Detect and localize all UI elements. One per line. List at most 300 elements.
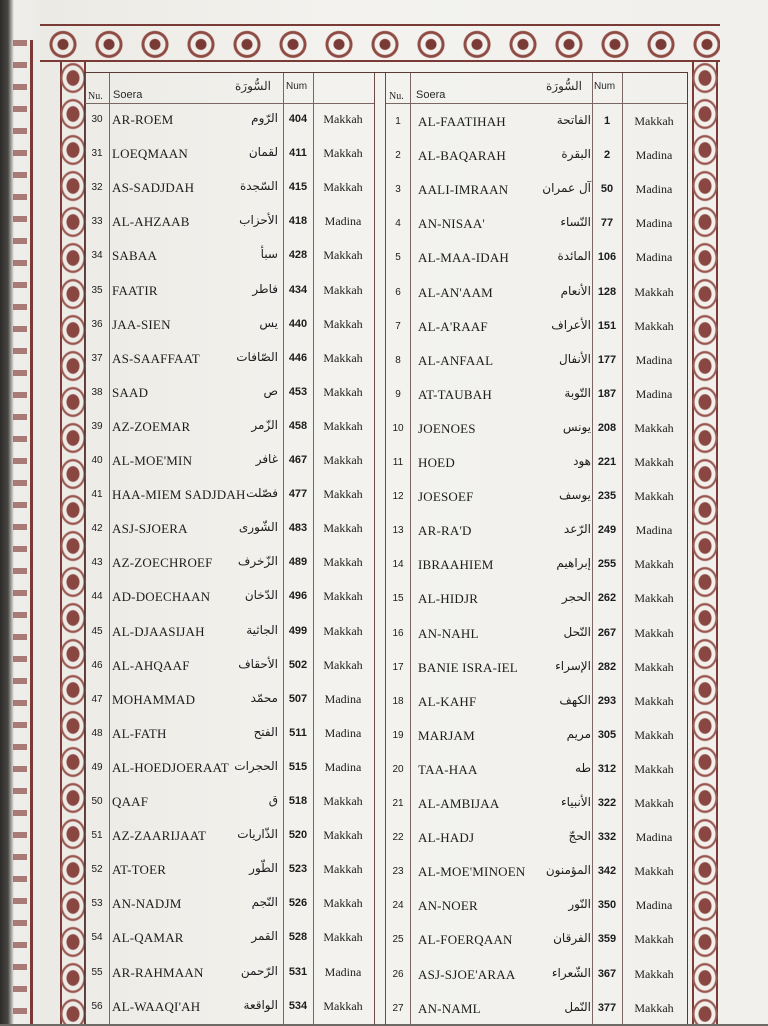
revelation-place: Madina [324, 964, 362, 979]
surah-arabic-name: لقمان [248, 145, 278, 160]
row-number: 10 [392, 422, 404, 434]
page-number: 267 [597, 626, 617, 639]
row-number: 34 [91, 250, 103, 262]
surah-name: JOESOEF [418, 489, 474, 505]
surah-arabic-name: الأحزاب [239, 213, 278, 228]
revelation-place: Makkah [323, 384, 363, 399]
row-number: 4 [395, 218, 401, 230]
revelation-place: Madina [635, 523, 673, 538]
revelation-place: Makkah [323, 794, 363, 808]
surah-arabic-name: الزّمر [251, 417, 278, 432]
table-row [386, 378, 687, 412]
page-number: 235 [597, 490, 617, 503]
page-number: 367 [597, 967, 617, 980]
page-number: 496 [288, 590, 308, 603]
row-number: 42 [91, 523, 103, 535]
surah-name: AD-DOECHAAN [112, 589, 211, 605]
surah-name: AR-ROEM [112, 112, 174, 127]
table-row [85, 956, 374, 990]
table-row [386, 446, 687, 480]
table-row [386, 719, 687, 753]
revelation-place: Makkah [323, 487, 363, 502]
revelation-place: Makkah [634, 1000, 674, 1015]
revelation-place: Madina [324, 691, 362, 706]
revelation-place: Makkah [323, 828, 363, 843]
page-number: 249 [597, 524, 617, 537]
table-row [386, 753, 687, 787]
table-row [386, 821, 687, 855]
right-column-table [385, 73, 687, 1025]
surah-arabic-name: فاطر [252, 281, 278, 296]
table-row [85, 649, 374, 683]
revelation-place: Makkah [634, 557, 674, 572]
surah-index-table [84, 72, 688, 1024]
row-number: 32 [91, 182, 103, 194]
surah-arabic-name: يونس [562, 419, 591, 434]
surah-arabic-name: المائدة [557, 249, 591, 264]
page-number: 411 [289, 147, 307, 160]
table-row [386, 139, 687, 173]
surah-name: BANIE ISRA-IEL [418, 659, 518, 675]
surah-name: FAATIR [112, 282, 158, 298]
revelation-place: Makkah [634, 114, 674, 128]
surah-arabic-name: الكهف [559, 692, 591, 707]
row-number: 9 [395, 388, 401, 400]
page-number: 359 [597, 933, 617, 946]
row-number: 22 [392, 832, 404, 844]
surah-arabic-name: آل عمران [542, 181, 591, 196]
revelation-place: Madina [635, 250, 673, 265]
revelation-place: Makkah [634, 693, 674, 708]
table-row [85, 853, 374, 887]
surah-arabic-name: النّساء [560, 215, 591, 230]
surah-name: MOHAMMAD [112, 691, 196, 707]
table-row [85, 376, 374, 410]
row-number: 21 [392, 798, 404, 809]
row-number: 31 [91, 148, 103, 160]
surah-arabic-name: النّجم [251, 895, 278, 910]
surah-name: AN-NADJM [112, 896, 182, 912]
row-number: 49 [91, 761, 103, 773]
revelation-place: Madina [324, 214, 362, 229]
page-number: 332 [597, 831, 617, 844]
page-number: 523 [288, 863, 308, 876]
surah-name: HAA-MIEM SADJDAH [112, 487, 246, 503]
surah-name: AL-WAAQI'AH [112, 998, 201, 1014]
row-number: 52 [91, 864, 103, 876]
header-arabic: السُّورَة [235, 79, 271, 93]
row-number: 6 [395, 286, 401, 298]
surah-name: AL-AHQAAF [112, 657, 190, 673]
table-row [85, 444, 374, 478]
page-number: 106 [597, 251, 617, 264]
revelation-place: Makkah [634, 659, 674, 674]
revelation-place: Makkah [323, 896, 363, 911]
surah-name: MARJAM [418, 727, 475, 743]
page-number: 526 [288, 897, 308, 910]
page-number: 446 [288, 351, 308, 364]
revelation-place: Makkah [634, 966, 674, 981]
revelation-place: Makkah [323, 930, 363, 945]
page-number: 518 [288, 795, 308, 807]
revelation-place: Makkah [323, 248, 363, 263]
table-row [386, 787, 687, 821]
page-number: 440 [288, 317, 308, 330]
surah-name: AL-FATH [112, 725, 167, 741]
table-row [85, 921, 374, 955]
revelation-place: Madina [635, 148, 673, 163]
revelation-place: Madina [635, 386, 673, 401]
table-row [85, 478, 374, 512]
table-row [85, 819, 374, 853]
surah-name: AL-KAHF [418, 693, 477, 709]
table-row [85, 308, 374, 342]
surah-arabic-name: طه [575, 760, 591, 775]
surah-name: AZ-ZOEMAR [112, 418, 191, 434]
row-number: 55 [91, 966, 103, 978]
right-ornamental-border [690, 60, 720, 1024]
surah-arabic-name: الرّحمن [240, 963, 278, 978]
table-row [85, 887, 374, 921]
surah-name: AL-QAMAR [112, 930, 184, 946]
surah-arabic-name: الأحقاف [238, 656, 278, 671]
table-row [386, 855, 687, 889]
surah-name: AL-MOE'MIN [112, 453, 193, 468]
row-number: 13 [392, 525, 404, 537]
revelation-place: Makkah [323, 180, 363, 195]
surah-name: AN-NISAA' [418, 216, 485, 232]
table-row [386, 923, 687, 957]
header-arabic: السُّورَة [546, 79, 582, 93]
page-number: 2 [603, 149, 611, 162]
page-number: 415 [288, 181, 308, 194]
page-number: 531 [288, 965, 308, 978]
page-number: 221 [597, 456, 617, 468]
page-number: 50 [600, 183, 614, 196]
page-number: 177 [597, 353, 617, 366]
table-row [85, 580, 374, 614]
surah-arabic-name: الواقعة [243, 997, 278, 1012]
row-number: 7 [395, 320, 401, 332]
row-number: 25 [392, 934, 404, 946]
right-header-row [386, 73, 687, 104]
page-number: 520 [288, 829, 308, 842]
row-number: 23 [392, 866, 404, 878]
row-number: 45 [91, 625, 103, 637]
row-number: 41 [91, 489, 103, 501]
surah-name: QAAF [112, 794, 149, 809]
revelation-place: Makkah [323, 589, 363, 604]
row-number: 56 [91, 1000, 103, 1012]
surah-arabic-name: الدّخان [244, 588, 278, 603]
page-number: 458 [288, 419, 308, 432]
surah-arabic-name: ق [268, 793, 278, 807]
page-number: 404 [288, 113, 308, 125]
surah-arabic-name: النّور [568, 897, 591, 912]
surah-name: SAAD [112, 384, 149, 400]
page-number: 208 [597, 421, 617, 434]
page-number: 151 [597, 319, 617, 332]
row-number: 5 [395, 252, 401, 264]
surah-name: AL-HADJ [418, 830, 475, 846]
table-row [85, 785, 374, 819]
page-number: 377 [597, 1001, 617, 1014]
table-row [85, 410, 374, 444]
page-number: 434 [288, 283, 308, 296]
surah-name: AS-SADJDAH [112, 180, 195, 196]
revelation-place: Madina [635, 830, 673, 845]
header-soera: Soera [416, 89, 446, 101]
table-row [85, 137, 374, 171]
table-row [386, 344, 687, 378]
table-row [85, 717, 374, 751]
page-number: 305 [597, 728, 617, 741]
row-number: 3 [395, 184, 401, 196]
row-number: 26 [392, 968, 404, 980]
surah-name: AZ-ZAARIJAAT [112, 828, 207, 844]
surah-arabic-name: الفاتحة [556, 113, 591, 127]
table-row [85, 683, 374, 717]
row-number: 16 [392, 627, 404, 639]
page-number: 128 [597, 285, 617, 298]
surah-arabic-name: يوسف [558, 488, 591, 503]
table-row [85, 751, 374, 785]
surah-arabic-name: يس [259, 315, 278, 330]
row-number: 18 [392, 695, 404, 707]
surah-name: AT-TAUBAH [418, 386, 492, 402]
page-number: 262 [597, 592, 617, 605]
adjacent-page-edge [0, 0, 40, 1024]
row-number: 50 [91, 796, 103, 807]
surah-name: AL-DJAASIJAH [112, 623, 205, 639]
table-row [85, 342, 374, 376]
revelation-place: Makkah [634, 727, 674, 742]
revelation-place: Makkah [634, 625, 674, 640]
row-number: 35 [91, 284, 103, 296]
surah-arabic-name: الزّخرف [237, 554, 278, 569]
revelation-place: Makkah [323, 418, 363, 433]
surah-name: AL-A'RAAF [418, 318, 488, 334]
page-number: 342 [597, 865, 617, 878]
surah-arabic-name: سبأ [260, 247, 278, 262]
table-row [386, 173, 687, 207]
surah-arabic-name: الحجرات [234, 758, 278, 773]
page-number: 187 [597, 387, 617, 400]
table-row [85, 512, 374, 546]
row-number: 27 [392, 1002, 404, 1014]
surah-arabic-name: هود [573, 454, 591, 468]
row-number: 36 [91, 318, 103, 330]
surah-arabic-name: الفتح [253, 724, 278, 739]
surah-name: AALI-IMRAAN [418, 182, 509, 198]
table-row [386, 651, 687, 685]
surah-arabic-name: الذّاريات [237, 827, 278, 842]
revelation-place: Makkah [634, 489, 674, 504]
page-number: 534 [288, 999, 308, 1012]
surah-name: AZ-ZOECHROEF [112, 555, 213, 571]
page-number: 418 [288, 215, 308, 228]
surah-name: AL-AHZAAB [112, 214, 190, 230]
surah-arabic-name: الرّعد [563, 522, 591, 537]
header-nu: Nu. [389, 91, 404, 102]
row-number: 17 [392, 661, 404, 673]
page-number: 77 [600, 217, 614, 230]
page-number: 453 [288, 385, 308, 398]
revelation-place: Makkah [323, 146, 363, 161]
surah-arabic-name: الأنفال [559, 351, 591, 366]
table-row [386, 958, 687, 992]
surah-name: TAA-HAA [418, 761, 478, 777]
row-number: 20 [392, 763, 404, 775]
table-row [386, 412, 687, 446]
surah-arabic-name: الأعراف [551, 317, 591, 332]
row-number: 51 [91, 830, 103, 842]
table-row [386, 480, 687, 514]
surah-arabic-name: السّجدة [239, 179, 278, 194]
page-number: 350 [597, 899, 617, 912]
revelation-place: Makkah [634, 284, 674, 299]
page-number: 293 [597, 694, 617, 707]
revelation-place: Makkah [634, 591, 674, 606]
surah-name: HOED [418, 455, 455, 470]
revelation-place: Makkah [634, 932, 674, 947]
page-number: 502 [288, 658, 308, 671]
row-number: 1 [395, 116, 401, 127]
page-number: 515 [288, 760, 308, 773]
revelation-place: Madina [635, 352, 673, 367]
table-row [386, 548, 687, 582]
revelation-place: Makkah [323, 998, 363, 1013]
surah-name: AL-HIDJR [418, 591, 479, 607]
surah-name: JAA-SIEN [112, 316, 171, 332]
header-nu: Nu. [88, 91, 103, 102]
surah-arabic-name: الأنبياء [560, 795, 591, 809]
row-number: 8 [395, 354, 401, 366]
table-row [386, 617, 687, 651]
table-row [85, 205, 374, 239]
top-ornamental-border [40, 18, 720, 66]
surah-arabic-name: الأنعام [560, 283, 591, 298]
page-number: 1 [603, 115, 611, 127]
surah-arabic-name: ص [263, 383, 278, 398]
surah-arabic-name: فصّلت [246, 486, 278, 501]
row-number: 54 [91, 932, 103, 944]
surah-arabic-name: النّحل [563, 624, 591, 639]
row-number: 47 [91, 693, 103, 705]
table-row [85, 274, 374, 308]
revelation-place: Makkah [634, 796, 674, 810]
left-column-table [85, 73, 375, 1025]
page-number: 467 [288, 454, 308, 466]
surah-arabic-name: الجاثية [246, 622, 278, 637]
surah-arabic-name: المؤمنون [545, 863, 591, 878]
surah-name: AR-RA'D [418, 523, 472, 539]
surah-arabic-name: الإسراء [555, 658, 591, 673]
surah-arabic-name: الحجر [561, 590, 591, 605]
revelation-place: Makkah [323, 316, 363, 331]
surah-name: AN-NAHL [418, 625, 479, 641]
table-row [85, 171, 374, 205]
surah-arabic-name: القمر [251, 929, 278, 944]
revelation-place: Makkah [323, 112, 363, 126]
revelation-place: Makkah [634, 420, 674, 435]
row-number: 53 [91, 898, 103, 910]
surah-name: ASJ-SJOE'ARAA [418, 966, 516, 982]
surah-name: IBRAAHIEM [418, 557, 494, 573]
row-number: 12 [392, 491, 404, 503]
table-row [85, 546, 374, 580]
row-number: 37 [91, 352, 103, 364]
revelation-place: Makkah [323, 862, 363, 877]
page-number: 483 [288, 522, 308, 535]
revelation-place: Makkah [634, 455, 674, 469]
surah-name: ASJ-SJOERA [112, 521, 188, 537]
revelation-place: Makkah [323, 350, 363, 365]
table-row [386, 889, 687, 923]
surah-name: AL-AMBIJAA [418, 796, 500, 811]
row-number: 43 [91, 557, 103, 569]
page-number: 282 [597, 660, 617, 673]
row-number: 38 [91, 386, 103, 398]
surah-arabic-name: الفرقان [553, 931, 591, 946]
revelation-place: Makkah [634, 318, 674, 333]
revelation-place: Makkah [634, 761, 674, 776]
surah-name: AT-TOER [112, 862, 167, 878]
surah-name: LOEQMAAN [112, 146, 188, 162]
table-row [386, 582, 687, 616]
page-number: 528 [288, 931, 308, 944]
row-number: 48 [91, 727, 103, 739]
table-row [386, 241, 687, 275]
page-number: 312 [597, 762, 617, 775]
surah-name: AL-AN'AAM [418, 284, 493, 300]
revelation-place: Madina [635, 216, 673, 231]
surah-arabic-name: الشّعراء [551, 965, 591, 980]
surah-arabic-name: مريم [566, 726, 591, 741]
left-header-row [85, 73, 374, 104]
table-row [386, 207, 687, 241]
surah-arabic-name: التّوبة [564, 385, 591, 400]
row-number: 2 [395, 150, 401, 162]
surah-name: AS-SAAFFAAT [112, 350, 200, 366]
revelation-place: Makkah [323, 521, 363, 536]
revelation-place: Makkah [323, 453, 363, 467]
row-number: 30 [91, 114, 103, 125]
surah-name: AL-FOERQAAN [418, 932, 513, 948]
revelation-place: Makkah [323, 657, 363, 672]
surah-name: AN-NAML [418, 1000, 481, 1016]
surah-arabic-name: الشّورى [238, 520, 278, 535]
page-number: 507 [288, 692, 308, 705]
row-number: 44 [91, 591, 103, 603]
table-row [85, 103, 374, 137]
header-num: Num [594, 81, 616, 92]
row-number: 14 [392, 559, 404, 571]
revelation-place: Madina [324, 725, 362, 740]
surah-name: AR-RAHMAAN [112, 964, 204, 980]
table-row [386, 105, 687, 139]
surah-arabic-name: الصّافات [236, 349, 278, 364]
revelation-place: Makkah [323, 555, 363, 570]
table-row [85, 990, 374, 1024]
surah-arabic-name: إبراهيم [556, 556, 591, 571]
row-number: 24 [392, 900, 404, 912]
row-number: 15 [392, 593, 404, 605]
table-row [386, 685, 687, 719]
page-number: 322 [597, 797, 617, 809]
surah-name: AN-NOER [418, 898, 478, 914]
surah-arabic-name: الرّوم [251, 111, 278, 125]
